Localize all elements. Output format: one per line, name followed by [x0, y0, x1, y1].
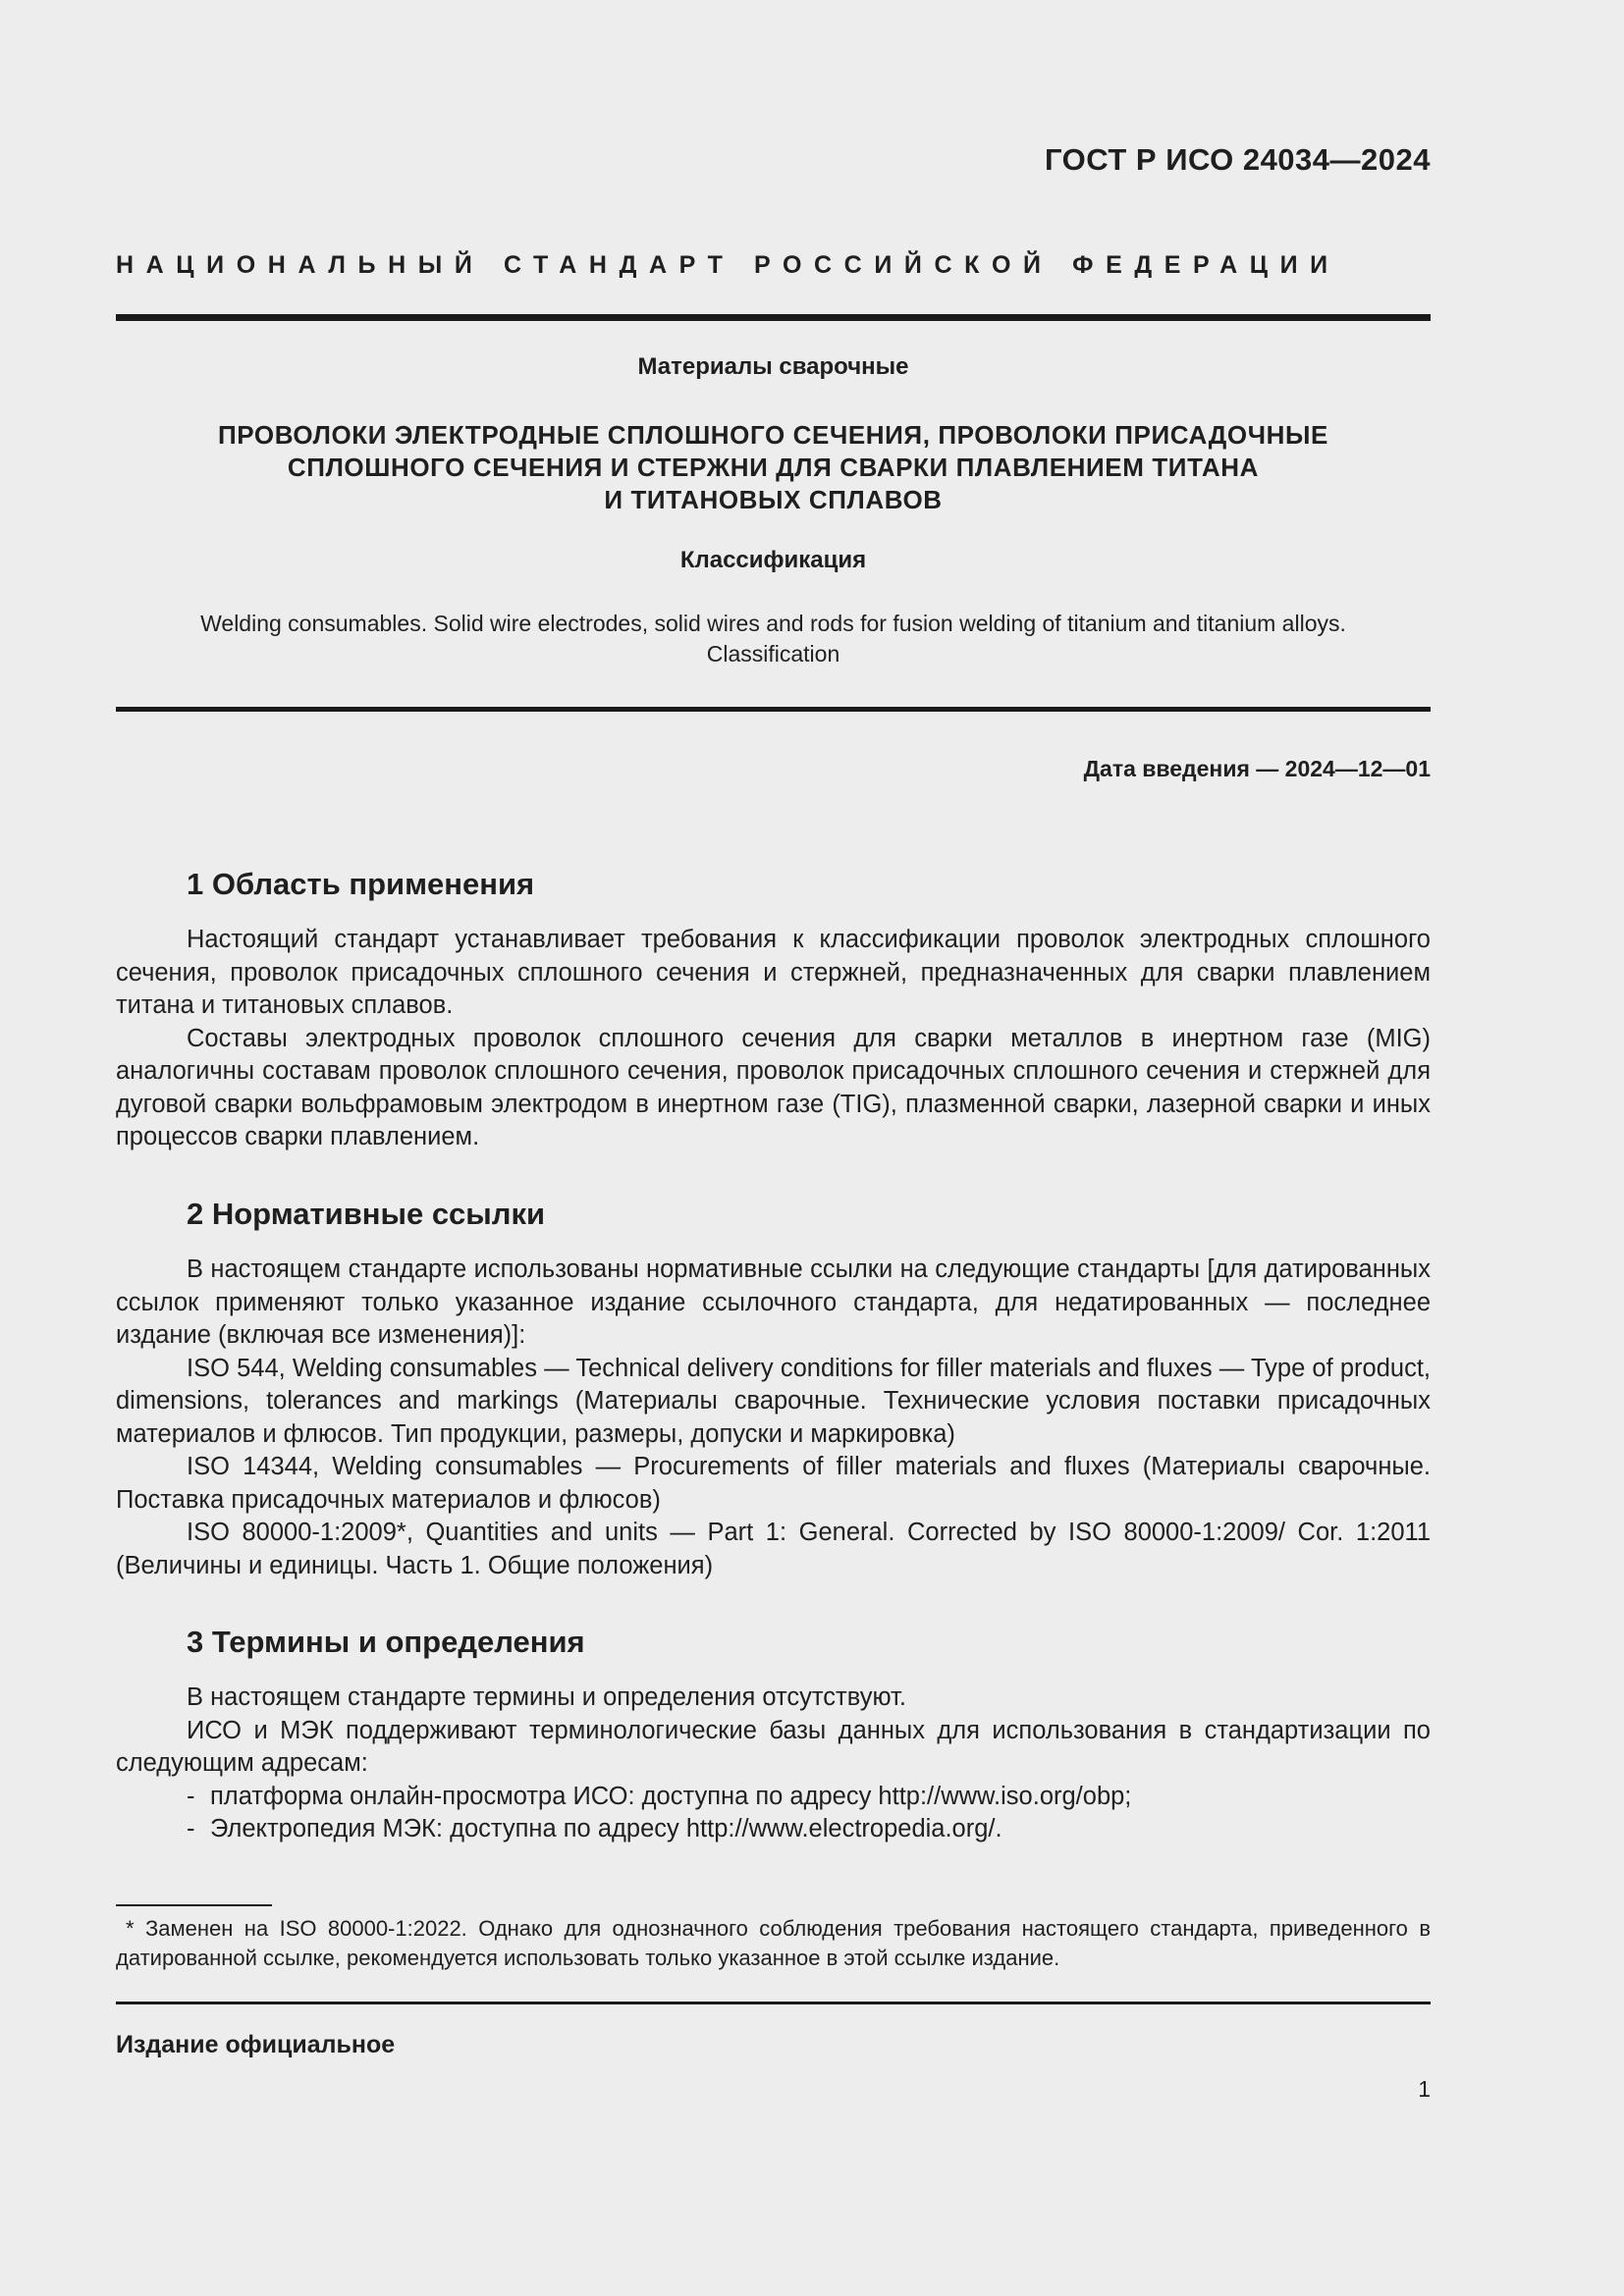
official-edition-label: Издание официальное — [116, 2031, 396, 2058]
national-standard-banner: НАЦИОНАЛЬНЫЙ СТАНДАРТ РОССИЙСКОЙ ФЕДЕРАЦИИ — [116, 251, 1340, 279]
list-item-text: платформа онлайн-просмотра ИСО: доступна по адресу http://www.iso.org/obp; — [210, 1782, 1132, 1810]
page-number: 1 — [1418, 2076, 1431, 2102]
section-terms-definitions — [116, 1623, 1431, 1846]
section-scope — [116, 865, 1431, 1154]
reference-item: ISO 14344, Welding consumables — Procurements of filler materials and fluxes (Материалы сварочные. Поставка присадочных материалов и флюсов) — [116, 1453, 1431, 1514]
introduction-date: Дата введения — 2024—12—01 — [1083, 756, 1431, 781]
reference-item: ISO 544, Welding consumables — Technical delivery conditions for filler materials and fluxes — Type of product, dimensions, tolerances and markings (Материалы сварочные. Технические условия поставки присадочных материалов и флюсов. Тип продукции, размеры, допуски и маркировка) — [116, 1354, 1431, 1448]
footnote: * Заменен на ISO 80000-1:2022. Однако для однозначного соблюдения требования настоящего стандарта, приведенного в датированной ссылке, рекомендуется использовать только указанное в этой ссылке издание. — [116, 1916, 1431, 1970]
list-item — [116, 1781, 1431, 1814]
title-divider — [116, 707, 1431, 712]
section-normative-references — [116, 1195, 1431, 1582]
list-item-text: Электропедия МЭК: доступна по адресу http://www.electropedia.org/. — [210, 1815, 1002, 1842]
paragraph: Настоящий стандарт устанавливает требования к классификации проволок электродных сплошного сечения, проволок присадочных сплошного сечения и стержней, предназначенных для сварки плавлением титана и титановых сплавов. — [116, 926, 1431, 1019]
document-number: ГОСТ Р ИСО 24034—2024 — [1044, 142, 1431, 177]
footer-divider — [116, 2002, 1431, 2004]
paragraph: Составы электродных проволок сплошного сечения для сварки металлов в инертном газе (MIG) аналогичны составам проволок сплошного сечения, проволок присадочных сплошного сечения и стержней для дуговой сварки вольфрамовым электродом в инертном газе (TIG), плазменной сварки, лазерной сварки и иных процессов сварки плавлением. — [116, 1024, 1431, 1150]
english-title-line: Welding consumables. Solid wire electrodes, solid wires and rods for fusion welding of titanium and titanium alloys. — [200, 611, 1346, 636]
paragraph: В настоящем стандарте использованы нормативные ссылки на следующие стандарты [для датированных ссылок применяют только указанное издание ссылочного стандарта, для недатированных — последнее издание (включая все изменения)]: — [116, 1255, 1431, 1349]
bullet-dash: - — [187, 1815, 195, 1842]
title-classification: Классификация — [679, 547, 867, 573]
english-title — [116, 609, 1431, 669]
paragraph: ИСО и МЭК поддерживают терминологические базы данных для использования в стандартизации по следующим адресам: — [116, 1716, 1431, 1777]
title-category: Материалы сварочные — [637, 353, 909, 380]
section-heading: 2 Нормативные ссылки — [187, 1197, 546, 1231]
main-title-line: СПЛОШНОГО СЕЧЕНИЯ И СТЕРЖНИ ДЛЯ СВАРКИ ПЛАВЛЕНИЕМ ТИТАНА — [287, 453, 1260, 482]
reference-item: ISO 80000-1:2009*, Quantities and units — Part 1: General. Corrected by ISO 80000-1:2009/ Cor. 1:2011 (Величины и единицы. Часть 1. Общие положения) — [116, 1519, 1431, 1579]
section-heading: 1 Область применения — [187, 867, 535, 901]
main-title-line: И ТИТАНОВЫХ СПЛАВОВ — [604, 485, 943, 514]
bullet-dash: - — [187, 1782, 195, 1810]
list-item — [116, 1813, 1431, 1846]
header-divider — [116, 314, 1431, 321]
english-title-line: Classification — [706, 641, 840, 667]
main-title — [116, 419, 1431, 516]
main-title-line: ПРОВОЛОКИ ЭЛЕКТРОДНЫЕ СПЛОШНОГО СЕЧЕНИЯ, ПРОВОЛОКИ ПРИСАДОЧНЫЕ — [217, 420, 1328, 450]
section-heading: 3 Термины и определения — [187, 1625, 585, 1659]
footnote-separator — [116, 1904, 272, 1906]
paragraph: В настоящем стандарте термины и определения отсутствуют. — [187, 1683, 906, 1711]
